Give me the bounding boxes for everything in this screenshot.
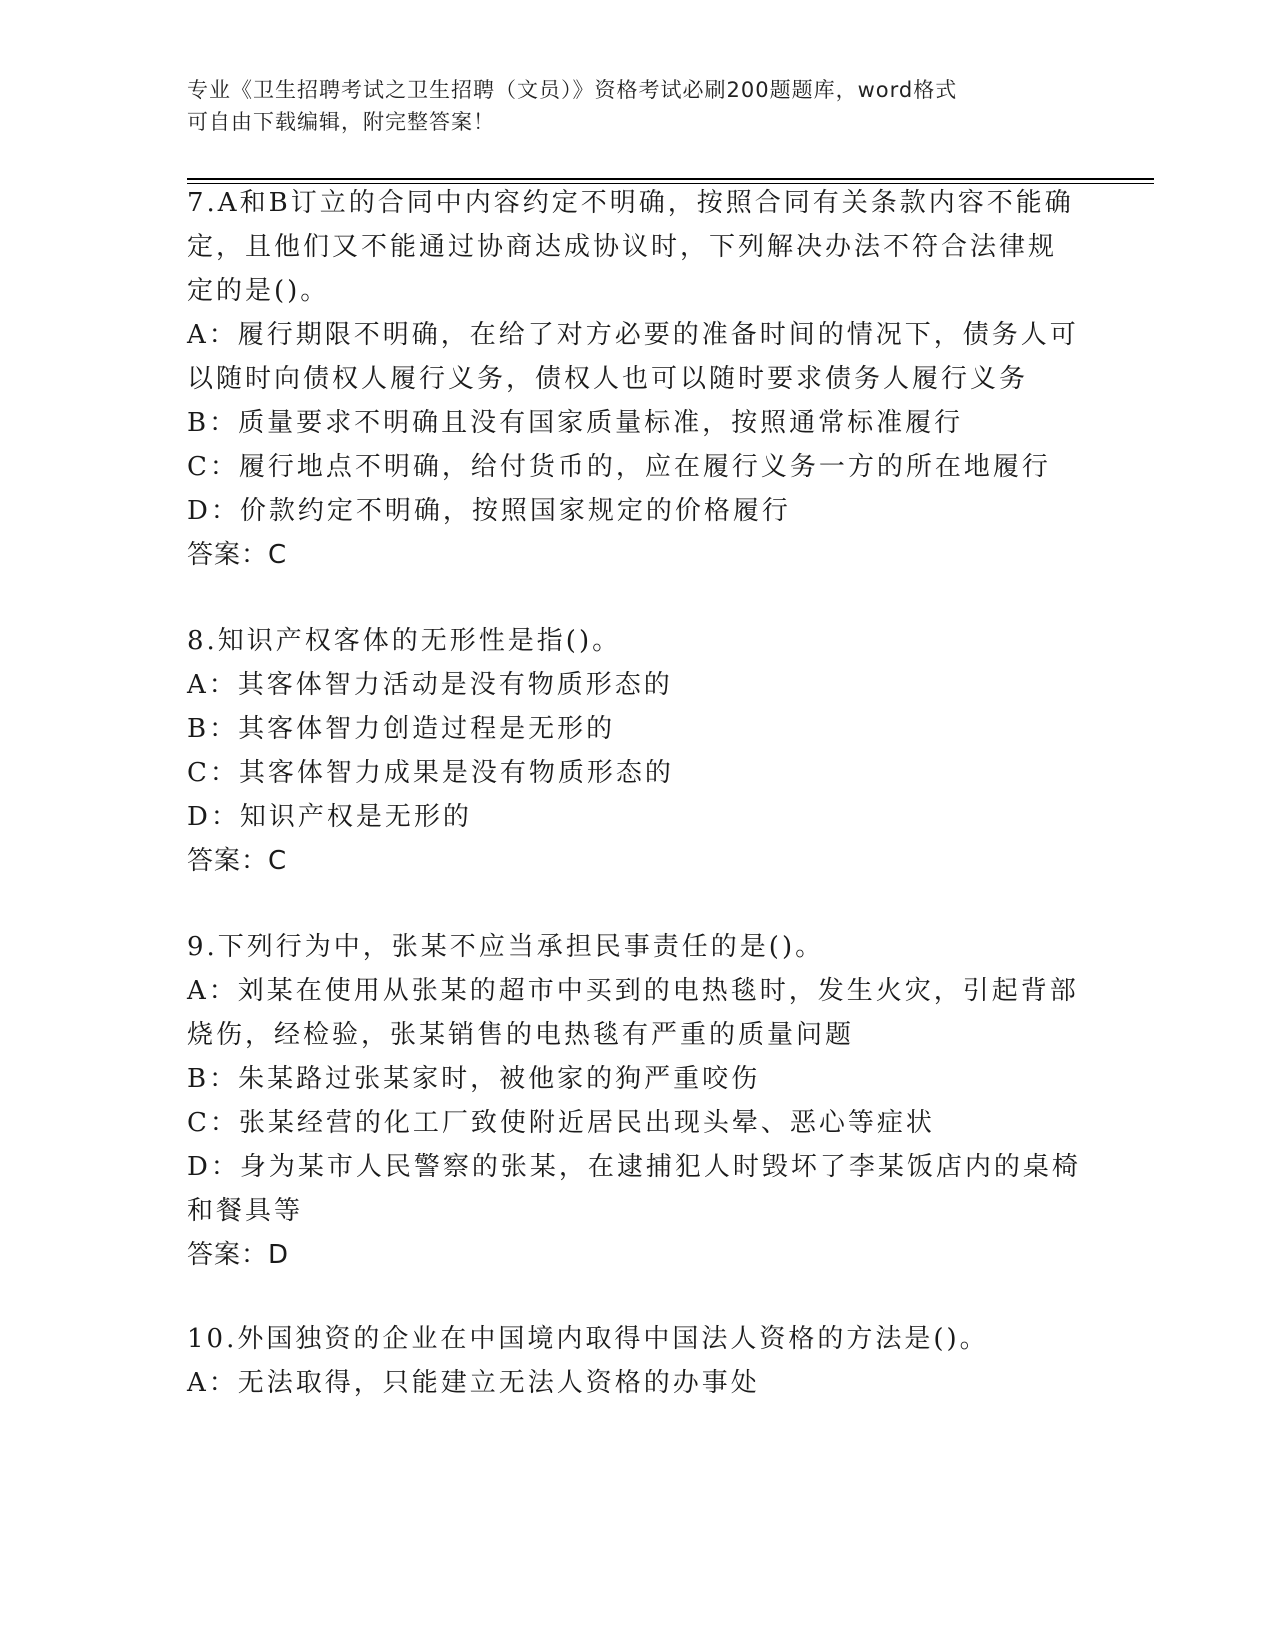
q7-option-b: B：质量要求不明确且没有国家质量标准，按照通常标准履行 xyxy=(187,408,964,438)
q7-stem-line-2: 定，且他们又不能通过协商达成协议时，下列解决办法不符合法律规 xyxy=(187,232,1058,262)
q8-option-b: B：其客体智力创造过程是无形的 xyxy=(187,714,616,744)
q8-option-d: D：知识产权是无形的 xyxy=(187,802,472,832)
q9-option-a-line-2: 烧伤，经检验，张某销售的电热毯有严重的质量问题 xyxy=(187,1020,855,1050)
q7-stem-line-1: 7.A和B订立的合同中内容约定不明确，按照合同有关条款内容不能确 xyxy=(187,188,1074,218)
header-line-1: 专业《卫生招聘考试之卫生招聘（文员）》资格考试必刷200题题库，word格式 xyxy=(187,78,958,102)
q10-option-a: A：无法取得，只能建立无法人资格的办事处 xyxy=(187,1368,760,1398)
q7-option-c: C：履行地点不明确，给付货币的，应在履行义务一方的所在地履行 xyxy=(187,452,1051,482)
q9-option-a-line-1: A：刘某在使用从张某的超市中买到的电热毯时，发生火灾，引起背部 xyxy=(187,976,1079,1006)
header-line-2: 可自由下载编辑，附完整答案！ xyxy=(187,110,495,134)
q9-answer: 答案：D xyxy=(187,1240,290,1270)
document-header xyxy=(187,74,1067,138)
q9-option-d-line-1: D：身为某市人民警察的张某，在逮捕犯人时毁坏了李某饭店内的桌椅 xyxy=(187,1152,1081,1182)
header-rule-thin xyxy=(187,183,1154,184)
header-rule-thick xyxy=(187,178,1154,180)
q10-stem-line-1: 10.外国独资的企业在中国境内取得中国法人资格的方法是()。 xyxy=(187,1324,989,1354)
q8-answer: 答案：C xyxy=(187,846,288,876)
q7-answer: 答案：C xyxy=(187,540,288,570)
q7-stem-line-3: 定的是()。 xyxy=(187,276,330,306)
q9-option-b: B：朱某路过张某家时，被他家的狗严重咬伤 xyxy=(187,1064,761,1094)
q8-stem-line-1: 8.知识产权客体的无形性是指()。 xyxy=(187,626,622,656)
q9-stem-line-1: 9.下列行为中，张某不应当承担民事责任的是()。 xyxy=(187,932,825,962)
q7-option-a-line-1: A：履行期限不明确，在给了对方必要的准备时间的情况下，债务人可 xyxy=(187,320,1079,350)
q9-option-c: C：张某经营的化工厂致使附近居民出现头晕、恶心等症状 xyxy=(187,1108,935,1138)
q8-option-c: C：其客体智力成果是没有物质形态的 xyxy=(187,758,674,788)
q9-option-d-line-2: 和餐具等 xyxy=(187,1196,304,1226)
q8-option-a: A：其客体智力活动是没有物质形态的 xyxy=(187,670,673,700)
q7-option-a-line-2: 以随时向债权人履行义务，债权人也可以随时要求债务人履行义务 xyxy=(187,364,1029,394)
q7-option-d: D：价款约定不明确，按照国家规定的价格履行 xyxy=(187,496,791,526)
